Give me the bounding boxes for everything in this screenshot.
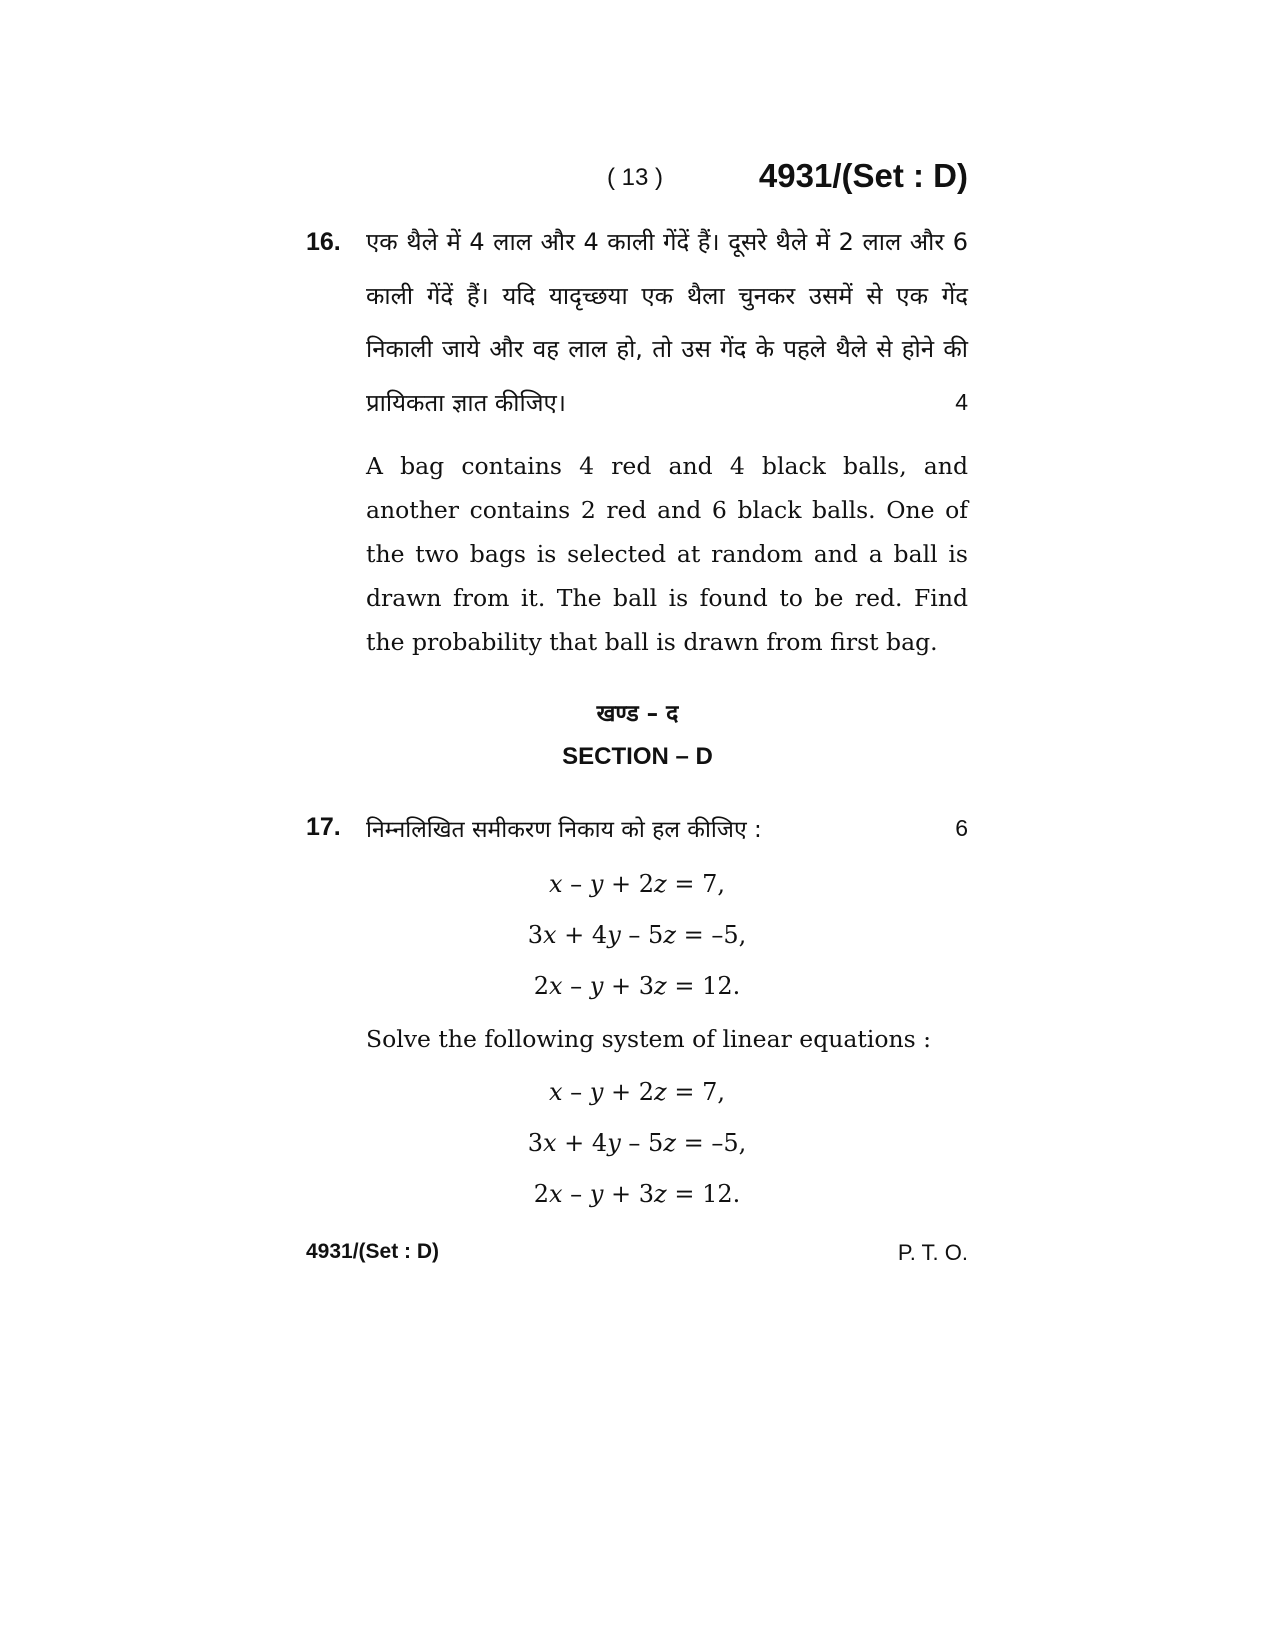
equation-3-english-block: 2x – y + 3z = 12. — [533, 1180, 741, 1208]
question-16-number: 16. — [306, 228, 341, 256]
section-heading-hindi: खण्ड – द — [596, 701, 679, 727]
equation-1-english-block: x – y + 2z = 7, — [548, 1078, 726, 1106]
question-17-number: 17. — [306, 813, 341, 841]
question-16-hindi-text: एक थैले में 4 लाल और 4 काली गेंदें हैं। दूसरे थैले में 2 लाल और 6 काली गेंदें हैं। यदि यादृच्छया एक थैला चुनकर उसमें से एक गेंद निकाली जाये और वह लाल हो, तो उस गेंद के पहले थैले से होने की प्रायिकता ज्ञात कीजिए। — [366, 228, 968, 417]
paper-code-footer: 4931/(Set : D) — [306, 1240, 440, 1263]
question-16-english-text: A bag contains 4 red and 4 black balls, and another contains 2 red and 6 black balls. One of the two bags is selected at random and a ball is drawn from it. The ball is found to be red. Find the probability that ball is drawn from first bag. — [366, 452, 968, 656]
question-17-marks: 6 — [955, 815, 968, 841]
equation-1-hindi-block: x – y + 2z = 7, — [548, 870, 726, 898]
question-17-hindi-text: निम्नलिखित समीकरण निकाय को हल कीजिए : — [366, 817, 762, 843]
please-turn-over: P. T. O. — [897, 1240, 968, 1265]
equation-3-hindi-block: 2x – y + 3z = 12. — [533, 972, 741, 1000]
paper-code-header: 4931/(Set : D) — [758, 157, 968, 194]
page-number: ( 13 ) — [606, 164, 663, 191]
equation-2-english-block: 3x + 4y – 5z = –5, — [527, 1129, 747, 1157]
question-16-marks: 4 — [955, 389, 968, 415]
section-heading-english: SECTION – D — [562, 743, 713, 770]
question-17-english-text: Solve the following system of linear equations : — [366, 1025, 932, 1053]
equation-2-hindi-block: 3x + 4y – 5z = –5, — [527, 921, 747, 949]
